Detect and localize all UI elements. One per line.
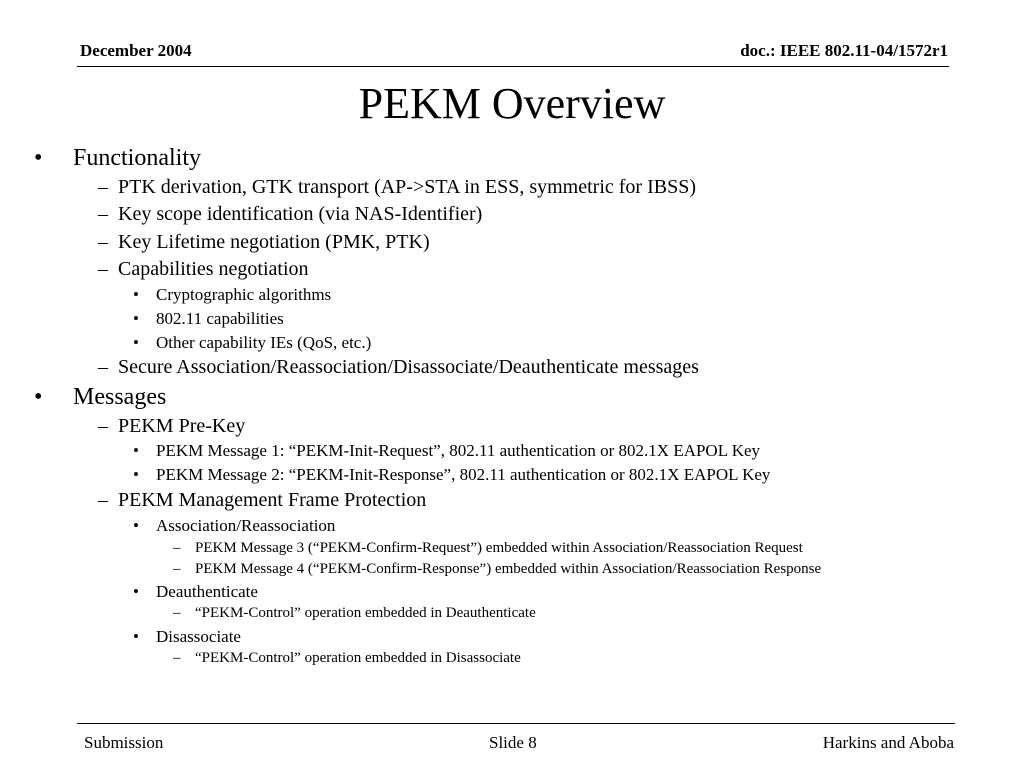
- bullet-text: Other capability IEs (QoS, etc.): [156, 333, 372, 352]
- bullet-marker: –: [173, 650, 181, 666]
- bullet-text: Association/Reassociation: [156, 516, 336, 535]
- bullet-text: PEKM Message 4 (“PEKM-Confirm-Response”) embedded within Association/Reassociation Response: [195, 561, 822, 577]
- bullet-marker: •: [133, 627, 139, 646]
- bullet-text: PEKM Pre-Key: [118, 415, 246, 437]
- bullet-text: Key scope identification (via NAS-Identifier): [118, 203, 483, 225]
- bullet-marker: •: [133, 309, 139, 328]
- bullet-text: “PEKM-Control” operation embedded in Deauthenticate: [195, 605, 536, 621]
- bullet-text: Functionality: [73, 145, 201, 171]
- bullet-text: Deauthenticate: [156, 582, 258, 601]
- bullet-marker: •: [133, 285, 139, 304]
- bullet-marker: •: [34, 145, 43, 171]
- bullet-text: Disassociate: [156, 627, 241, 646]
- bullet-text: PTK derivation, GTK transport (AP->STA in ESS, symmetric for IBSS): [118, 176, 696, 198]
- bullet-marker: –: [173, 540, 181, 556]
- footer-authors: Harkins and Aboba: [822, 733, 954, 752]
- bullet-marker: –: [173, 605, 181, 621]
- bullet-text: Capabilities negotiation: [118, 258, 309, 280]
- slide-title: PEKM Overview: [358, 79, 666, 128]
- bullet-marker: •: [34, 384, 43, 410]
- bullet-marker: –: [98, 356, 108, 378]
- bullet-text: PEKM Message 2: “PEKM-Init-Response”, 802.11 authentication or 802.1X EAPOL Key: [156, 465, 771, 484]
- bullet-marker: –: [98, 231, 108, 253]
- bullet-text: 802.11 capabilities: [156, 309, 284, 328]
- bullet-marker: –: [98, 203, 108, 225]
- bullet-text: Cryptographic algorithms: [156, 285, 332, 304]
- header-doc-id: doc.: IEEE 802.11-04/1572r1: [740, 41, 948, 60]
- header-date: December 2004: [80, 41, 192, 60]
- bullet-marker: –: [98, 258, 108, 280]
- bullet-text: PEKM Message 1: “PEKM-Init-Request”, 802.11 authentication or 802.1X EAPOL Key: [156, 441, 761, 460]
- bullet-text: Secure Association/Reassociation/Disassociate/Deauthenticate messages: [118, 356, 699, 378]
- bullet-text: “PEKM-Control” operation embedded in Disassociate: [195, 650, 521, 666]
- bullet-text: Messages: [73, 384, 167, 410]
- bullet-marker: •: [133, 516, 139, 535]
- bullet-text: PEKM Management Frame Protection: [118, 489, 427, 511]
- footer-rule: [77, 723, 955, 724]
- bullet-text: PEKM Message 3 (“PEKM-Confirm-Request”) embedded within Association/Reassociation Request: [195, 540, 803, 556]
- bullet-text: Key Lifetime negotiation (PMK, PTK): [118, 231, 430, 253]
- bullet-marker: •: [133, 441, 139, 460]
- footer-slide-number: Slide 8: [489, 733, 537, 752]
- bullet-marker: –: [98, 489, 108, 511]
- bullet-marker: –: [98, 415, 108, 437]
- bullet-marker: •: [133, 333, 139, 352]
- bullet-marker: –: [173, 561, 181, 577]
- footer-submission: Submission: [84, 733, 164, 752]
- bullet-marker: •: [133, 465, 139, 484]
- bullet-marker: •: [133, 582, 139, 601]
- bullet-marker: –: [98, 176, 108, 198]
